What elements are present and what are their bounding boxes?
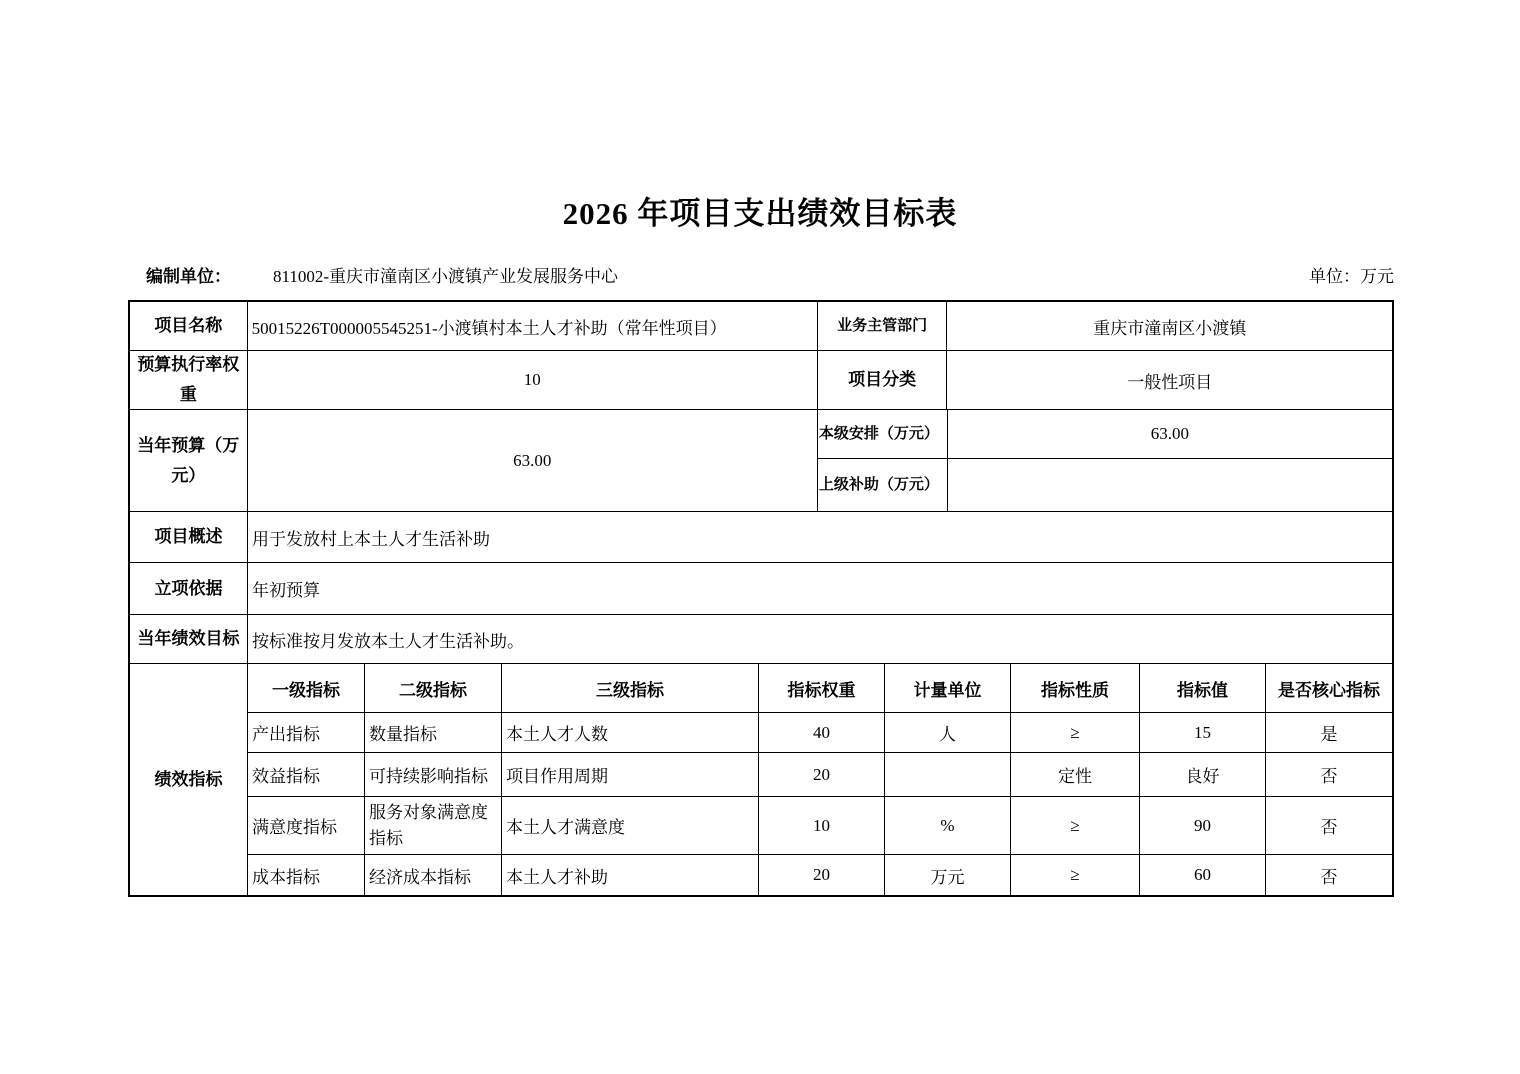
unit-label: 单位：万元 [1309,267,1394,286]
budget-split-group [818,410,1392,511]
local-arrange-label: 本级安排（万元） [818,410,948,458]
row-local-arrange [818,410,1392,459]
indicator-level3: 本土人才补助 [502,855,759,895]
row-overview [130,512,1392,563]
header-nature: 指标性质 [1011,664,1140,712]
indicators-section-label: 绩效指标 [130,664,248,895]
indicator-core: 否 [1320,867,1338,887]
indicator-core: 是 [1320,725,1338,744]
indicator-row [248,855,1392,895]
indicator-weight: 20 [759,753,885,796]
indicator-row [248,713,1392,753]
header-core: 是否核心指标 [1278,680,1380,700]
basis-value: 年初预算 [252,581,320,600]
header-unit: 计量单位 [885,664,1011,712]
indicator-row [248,797,1392,855]
indicator-level3: 本土人才人数 [502,713,759,752]
target-label: 当年绩效目标 [130,615,248,663]
indicator-level2: 数量指标 [365,713,502,752]
indicator-core: 否 [1320,818,1338,837]
budget-rate-label: 预算执行率权重 [130,351,248,409]
row-basis [130,563,1392,615]
project-name-value: 50015226T000005545251-小渡镇村本土人才补助（常年性项目） [248,302,818,350]
indicator-level2: 经济成本指标 [365,855,502,895]
budget-rate-value: 10 [248,351,818,409]
header-level2: 二级指标 [365,664,502,712]
indicator-weight: 40 [759,713,885,752]
indicator-row [248,753,1392,797]
indicator-level2: 服务对象满意度指标 [365,797,502,854]
indicator-unit: 万元 [885,855,1011,895]
header-weight: 指标权重 [759,664,885,712]
dept-value: 重庆市潼南区小渡镇 [1093,318,1247,338]
indicator-nature: ≥ [1011,797,1140,854]
indicator-nature: ≥ [1011,855,1140,895]
upper-subsidy-label: 上级补助（万元） [818,459,948,511]
year-budget-label: 当年预算（万元） [130,410,248,511]
indicator-level1: 成本指标 [248,855,365,895]
indicator-unit: % [885,797,1011,854]
overview-value: 用于发放村上本土人才生活补助 [252,529,490,549]
header-value: 指标值 [1140,664,1266,712]
row-upper-subsidy [818,459,1392,511]
indicator-unit [885,753,1011,796]
indicator-value: 良好 [1140,753,1266,796]
indicator-level3: 本土人才满意度 [502,797,759,854]
indicator-core: 否 [1320,767,1338,786]
org-value: 811002-重庆市潼南区小渡镇产业发展服务中心 [273,267,619,286]
indicator-value: 15 [1140,713,1266,752]
org-label: 编制单位： [146,267,231,286]
local-arrange-value: 63.00 [1150,424,1190,443]
basis-label: 立项依据 [130,563,248,614]
performance-target-table [128,300,1394,897]
target-value: 按标准按月发放本土人才生活补助。 [252,631,524,651]
project-name-label: 项目名称 [130,302,248,350]
indicator-level1: 产出指标 [248,713,365,752]
indicator-value: 60 [1140,855,1266,895]
indicator-nature: ≥ [1011,713,1140,752]
indicators-header-row [248,664,1392,713]
overview-label: 项目概述 [130,512,248,562]
indicator-level1: 效益指标 [248,753,365,796]
meta-line [128,262,1394,287]
indicators-subtable [248,664,1392,895]
row-year-budget [130,410,1392,512]
page-title: 2026 年项目支出绩效目标表 [562,196,958,231]
category-label: 项目分类 [818,351,948,409]
header-level3: 三级指标 [502,664,759,712]
indicator-level2: 可持续影响指标 [365,753,502,796]
row-project-name [130,302,1392,351]
dept-label: 业务主管部门 [818,302,948,350]
indicator-weight: 20 [759,855,885,895]
indicator-value: 90 [1140,797,1266,854]
upper-subsidy-value [948,459,1392,511]
indicator-level1: 满意度指标 [248,797,365,854]
indicator-level3: 项目作用周期 [502,753,759,796]
indicator-unit: 人 [885,713,1011,752]
row-indicators [130,664,1392,895]
row-target [130,615,1392,664]
header-level1: 一级指标 [248,664,365,712]
year-budget-value: 63.00 [248,410,818,511]
category-value: 一般性项目 [1127,372,1213,392]
indicator-nature: 定性 [1011,753,1140,796]
indicator-weight: 10 [759,797,885,854]
row-budget-rate [130,351,1392,410]
